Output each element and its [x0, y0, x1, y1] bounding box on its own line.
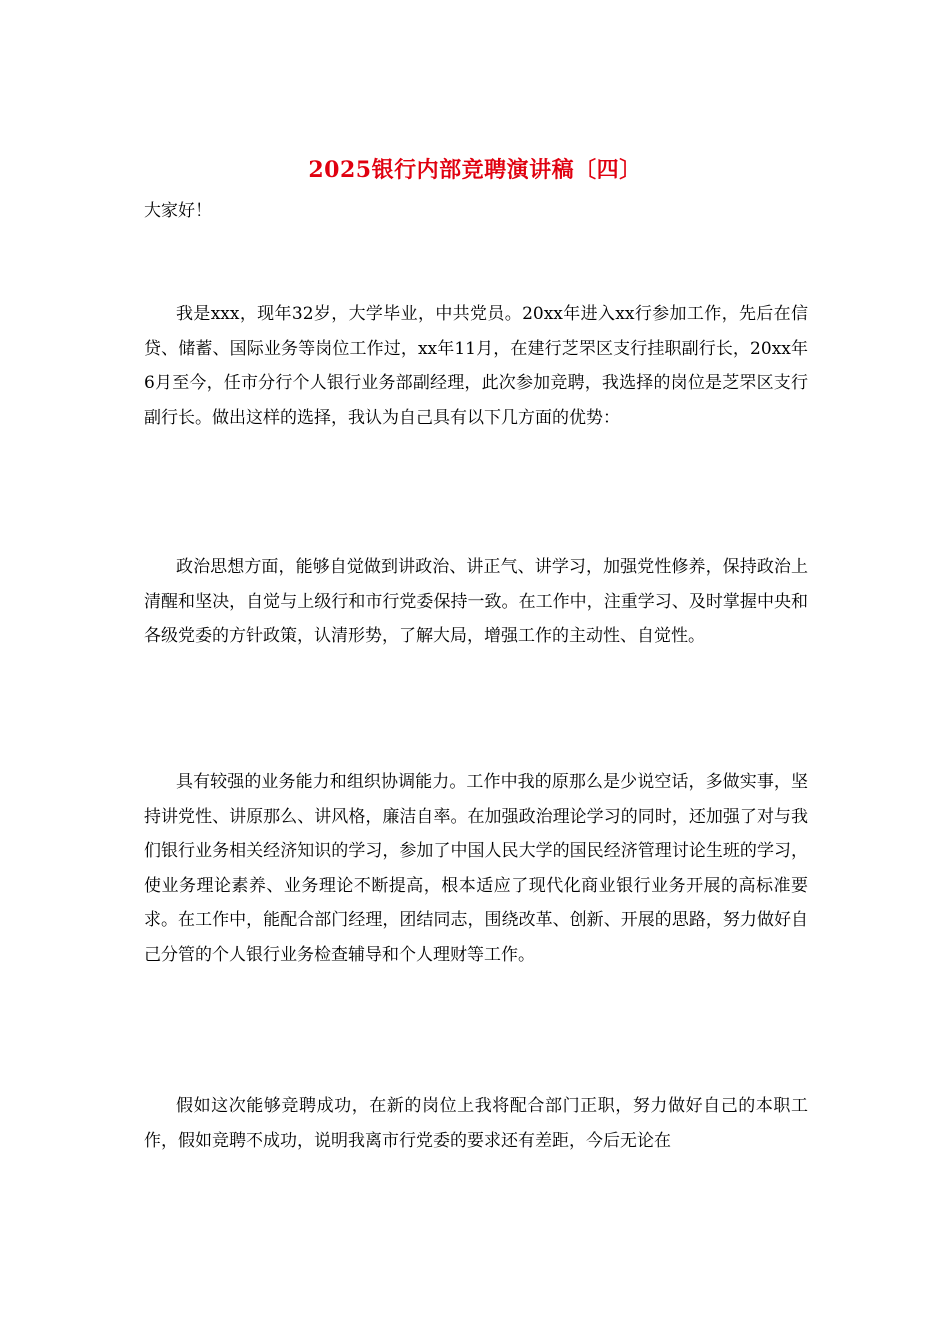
paragraph-3: 具有较强的业务能力和组织协调能力。工作中我的原那么是少说空话，多做实事，坚持讲党性、讲原那么、讲风格，廉洁自率。在加强政治理论学习的同时，还加强了对与我们银行业务相关经济知识的学习，参加了中国人民大学的国民经济管理讨论生班的学习，使业务理论素养、业务理论不断提高，根本适应了现代化商业银行业务开展的高标准要求。在工作中，能配合部门经理，团结同志，围绕改革、创新、开展的思路，努力做好自己分管的个人银行业务检查辅导和个人理财等工作。	[144, 772, 808, 965]
paragraph-1: 我是xxx，现年32岁，大学毕业，中共党员。20xx年进入xx行参加工作，先后在信贷、储蓄、国际业务等岗位工作过，xx年11月，在建行芝罘区支行挂职副行长，20xx年6月至今，任市分行个人银行业务部副经理，此次参加竞聘，我选择的岗位是芝罘区支行副行长。做出这样的选择，我认为自己具有以下几方面的优势：	[144, 304, 808, 428]
paragraph-4: 假如这次能够竞聘成功，在新的岗位上我将配合部门正职，努力做好自己的本职工作，假如竞聘不成功，说明我离市行党委的要求还有差距，今后无论在	[144, 1096, 808, 1151]
document-title: 2025银行内部竞聘演讲稿〔四〕	[308, 157, 642, 183]
greeting: 大家好！	[144, 201, 212, 221]
paragraph-2: 政治思想方面，能够自觉做到讲政治、讲正气、讲学习，加强党性修养，保持政治上清醒和坚决，自觉与上级行和市行党委保持一致。在工作中，注重学习、及时掌握中央和各级党委的方针政策，认清形势，了解大局，增强工作的主动性、自觉性。	[144, 557, 808, 646]
